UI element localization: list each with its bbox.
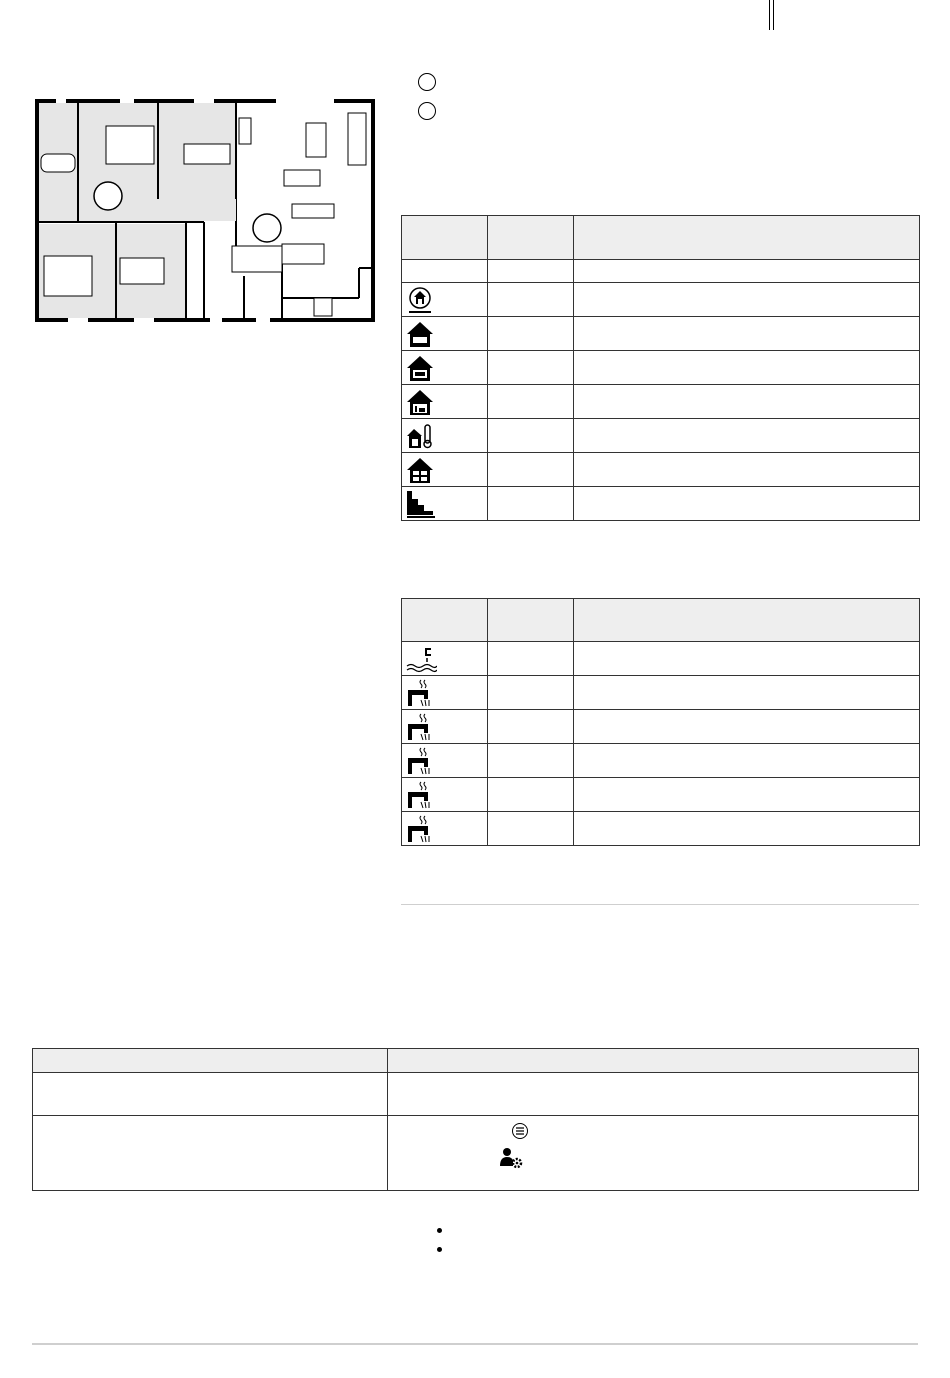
table-cell (33, 1073, 388, 1116)
procedure-table (32, 1048, 919, 1191)
table-cell (388, 1116, 919, 1191)
table-cell (402, 453, 488, 487)
table-cell (574, 260, 920, 283)
house-thermometer-icon (405, 421, 435, 451)
procedure-header-1 (33, 1049, 388, 1073)
table-cell (574, 317, 920, 351)
table-cell (488, 744, 574, 778)
section-separator (401, 904, 919, 905)
table-cell (488, 812, 574, 846)
hot-water-tap-icon (405, 780, 435, 810)
zones-header-3 (574, 216, 920, 260)
table-cell (402, 260, 488, 283)
footer-rule (32, 1343, 918, 1345)
tap-water-wave-icon (405, 644, 437, 674)
zones-table (401, 215, 920, 521)
table-cell (488, 351, 574, 385)
table-cell (574, 419, 920, 453)
table-cell (488, 453, 574, 487)
table-cell (574, 283, 920, 317)
bullet-dot (437, 1228, 442, 1233)
table-cell (488, 260, 574, 283)
table-cell (402, 317, 488, 351)
table-cell (402, 385, 488, 419)
table-cell (402, 419, 488, 453)
stairs-floor-icon (405, 489, 437, 519)
hot-water-tap-icon (405, 746, 435, 776)
table-cell (574, 385, 920, 419)
table-cell (488, 487, 574, 521)
table-cell (402, 778, 488, 812)
house-sofa-icon (405, 353, 435, 383)
bullet-dot (437, 1247, 442, 1252)
table-cell (402, 283, 488, 317)
table-cell (402, 676, 488, 710)
table-cell (388, 1073, 919, 1116)
floor-plan (34, 98, 376, 324)
table-cell (574, 351, 920, 385)
hot-water-tap-icon (405, 678, 435, 708)
table-cell (402, 710, 488, 744)
hotwater-header-1 (402, 599, 488, 642)
table-cell (574, 710, 920, 744)
table-cell (402, 744, 488, 778)
table-cell (574, 487, 920, 521)
zones-header-2 (488, 216, 574, 260)
zones-header-1 (402, 216, 488, 260)
table-cell (402, 487, 488, 521)
hot-water-tap-icon (405, 814, 435, 844)
table-cell (574, 676, 920, 710)
hot-water-tap-icon (405, 712, 435, 742)
table-cell (574, 744, 920, 778)
table-cell (488, 676, 574, 710)
table-cell (488, 710, 574, 744)
house-office-icon (405, 455, 435, 485)
table-cell (488, 283, 574, 317)
procedure-header-2 (388, 1049, 919, 1073)
table-cell (488, 385, 574, 419)
table-cell (574, 642, 920, 676)
hotwater-header-3 (574, 599, 920, 642)
legend-marker-1 (418, 73, 436, 91)
table-cell (402, 812, 488, 846)
table-cell (488, 778, 574, 812)
installer-icon (499, 1146, 525, 1170)
hot-water-table (401, 598, 920, 846)
table-cell (488, 419, 574, 453)
table-cell (574, 778, 920, 812)
table-cell (488, 317, 574, 351)
table-cell (574, 812, 920, 846)
table-cell (402, 642, 488, 676)
house-kitchen-icon (405, 387, 435, 417)
table-cell (488, 642, 574, 676)
table-cell (402, 351, 488, 385)
menu-icon (511, 1122, 529, 1140)
table-cell (574, 453, 920, 487)
house-circle-icon (405, 285, 435, 315)
house-bed-icon (405, 319, 435, 349)
legend-marker-2 (418, 102, 436, 120)
top-double-rule (769, 0, 774, 30)
table-cell (33, 1116, 388, 1191)
hotwater-header-2 (488, 599, 574, 642)
